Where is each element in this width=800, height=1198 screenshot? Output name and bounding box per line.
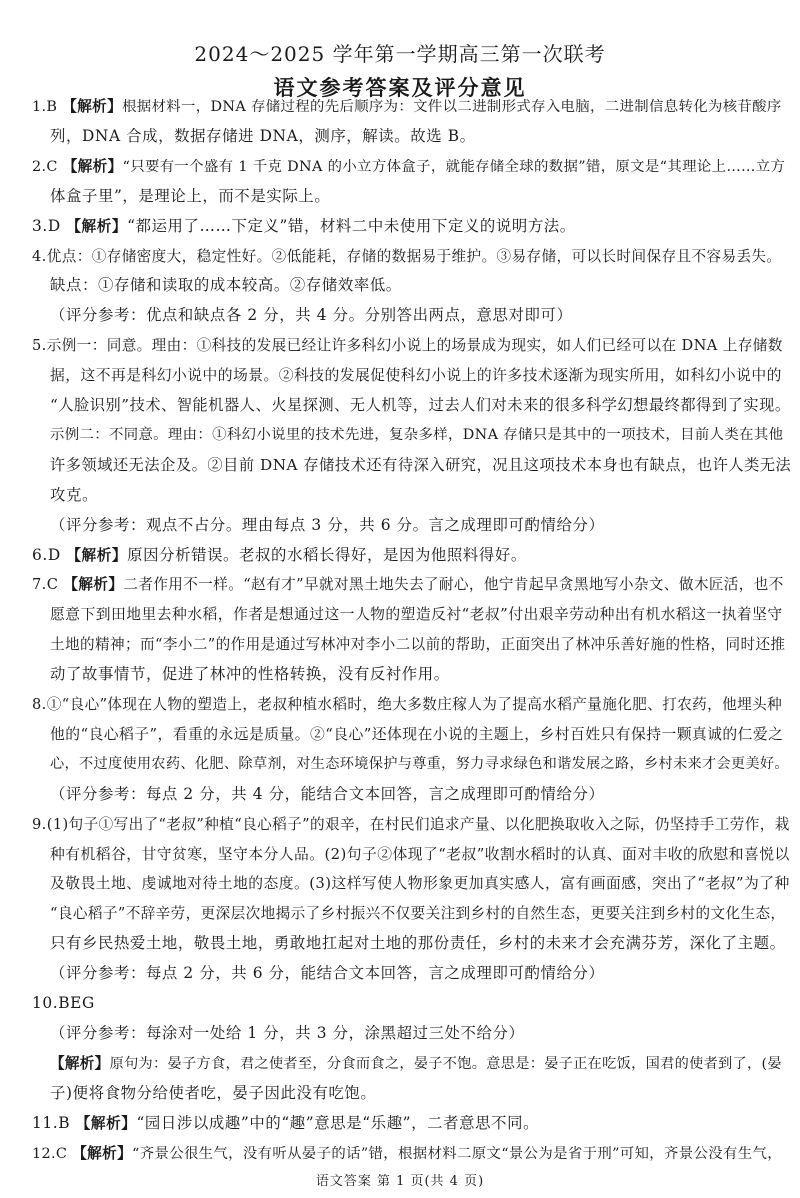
line-text: “良心稻子”不辞辛劳，更深层次地揭示了乡村振兴不仅要关注到乡村的自然生态，更要关注到乡村的文化生态，: [50, 905, 786, 923]
text-line: [50, 481, 792, 511]
text-line: [50, 929, 792, 959]
analysis-tag: 【解析】: [62, 157, 123, 175]
line-text: （评分参考：每点 2 分，共 6 分，能结合文本回答，言之成理即可酌情给分）: [50, 964, 605, 983]
line-text: 缺点：①存储和读取的成本较高。②存储效率低。: [50, 276, 402, 295]
text-line: [50, 391, 792, 421]
text-line: [50, 600, 792, 630]
analysis-tag: 【解析】: [63, 576, 124, 594]
text-line: [32, 541, 792, 571]
line-text: 2.C: [32, 158, 63, 175]
line-text: “齐景公很生气，没有听从晏子的话”错，根据材料二原文“景公为是省于刑”可知，齐景公没有生气，: [132, 1145, 782, 1162]
line-text: 11.B: [32, 1113, 76, 1132]
text-line: [50, 271, 792, 301]
text-line: [50, 840, 792, 870]
line-text: 动了故事情节，促进了林冲的性格转换，没有反衬作用。: [50, 665, 450, 684]
line-text: 10.BEG: [32, 994, 95, 1012]
text-line: [32, 1139, 792, 1170]
text-line: [50, 720, 792, 750]
line-text: 4.优点：①存储密度大，稳定性好。②低能耗，存储的数据易于维护。③易存储，可以长时间保存且不容易丢失。: [32, 247, 782, 265]
text-line: [32, 810, 792, 840]
line-text: 攻克。: [50, 485, 98, 504]
line-text: 二者作用不一样。“赵有才”早就对黑土地失去了耐心，他宁肯起早贪黑地写小杂文、做木匠活，也不: [123, 576, 784, 594]
text-line: [50, 899, 792, 929]
line-text: “园日涉以成趣”中的“趣”意思是“乐趣”，二者意思不同。: [136, 1113, 540, 1132]
analysis-tag: 【解析】: [66, 217, 128, 235]
text-line: [32, 1109, 792, 1139]
line-text: “人脸识别”技术、智能机器人、火星探测、无人机等，过去人们对未来的很多科学幻想最终都得到了实现。: [50, 396, 791, 414]
text-line: [50, 869, 792, 899]
line-text: 种有机稻谷，甘守贫寒，坚守本分人品。(2)句子②体现了“老叔”收割水稻时的认真、面对丰收的欣慰和喜悦以: [50, 845, 790, 863]
line-text: （评分参考：观点不占分。理由每点 3 分，共 6 分。言之成理即可酌情给分）: [50, 515, 605, 534]
text-line: [50, 750, 792, 780]
text-line: [50, 361, 792, 391]
text-line: [50, 1019, 792, 1049]
line-text: 6.D: [32, 545, 67, 564]
analysis-tag: 【解析】: [72, 1144, 133, 1162]
line-text: 体盒子里”，是理论上，而不是实际上。: [50, 186, 331, 205]
text-line: [50, 780, 792, 810]
page-footer: 语文答案 第 1 页(共 4 页): [315, 1174, 485, 1189]
line-text: 他的“良心稻子”，看重的永远是质量。②“良心”还体现在小说的主题上，乡村百姓只有保持一颗真诚的仁爱之: [50, 725, 784, 743]
line-text: 5.示例一：同意。理由：①科技的发展已经让许多科幻小说上的场景成为现实，如人们已经可以在 DNA 上存储数: [32, 337, 783, 355]
line-text: 9.(1)句子①写出了“老叔”种植“良心稻子”的艰辛，在村民们追求产量、以化肥换取收入之际，仍坚持手工劳作，栽: [32, 815, 790, 833]
line-text: 1.B: [32, 99, 63, 115]
line-text: 土地的精神；而“李小二”的作用是通过写林冲对李小二以前的帮助，正面突出了林冲乐善好施的性格，同时还推: [50, 636, 786, 654]
analysis-tag: 【解析】: [66, 546, 128, 564]
line-text: 7.C: [32, 576, 64, 594]
line-text: （评分参考：每点 2 分，共 4 分，能结合文本回答，言之成理即可酌情给分）: [50, 784, 605, 803]
line-text: 3.D: [32, 216, 67, 235]
line-text: 12.C: [32, 1145, 73, 1162]
text-line: [32, 242, 792, 272]
text-line: [50, 660, 792, 690]
line-text: 愿意下到田地里去种水稻，作者是想通过这一人物的塑造反衬“老叔”付出艰辛劳动种出有机水稻这一执着坚守: [50, 606, 783, 624]
text-line: [50, 959, 792, 989]
text-line: [32, 570, 792, 600]
line-text: 列，DNA 合成，数据存储进 DNA，测序，解读。故选 B。: [50, 126, 476, 145]
line-text: 心，不过度使用农药、化肥、除草剂，对生态环境保护与尊重，努力寻求绿色和谐发展之路，乡村未来才会更美好。: [50, 755, 789, 772]
analysis-tag: 【解析】: [62, 98, 123, 115]
text-line: [50, 421, 792, 451]
analysis-tag: 【解析】: [75, 1114, 137, 1132]
text-line: [32, 989, 792, 1019]
line-text: 及敬畏土地、虔诚地对待土地的态度。(3)这样写使人物形象更加真实感人，富有画面感，突出了“老叔”为了种: [50, 875, 790, 893]
line-text: 原句为：晏子方食，君之使者至，分食而食之，晏子不饱。意思是：晏子正在吃饭，国君的使者到了，(晏: [109, 1055, 782, 1072]
line-text: 根据材料一，DNA 存储过程的先后顺序为：文件以二进制形式存入电脑，二进制信息转化为核苷酸序: [122, 99, 782, 115]
text-line: [50, 1079, 792, 1109]
line-text: 只有乡民热爱土地，敬畏土地，勇敢地扛起对土地的那份责任，乡村的未来才会充满芬芳，深化了主题。: [50, 934, 786, 953]
line-text: （评分参考：每涂对一处给 1 分，共 3 分，涂黑超过三处不给分）: [50, 1023, 525, 1042]
text-line: [50, 630, 792, 660]
text-line: [50, 451, 792, 481]
line-text: （评分参考：优点和缺点各 2 分，共 4 分。分别答出两点，意思对即可）: [50, 306, 573, 325]
text-line: [32, 92, 792, 123]
line-text: 8.①“良心”体现在人物的塑造上，老叔种植水稻时，绝大多数庄稼人为了提高水稻产量施化肥、打农药，他埋头种: [32, 696, 783, 713]
line-text: 子)便将食物分给使者吃，晏子因此没有吃饱。: [50, 1083, 377, 1102]
text-line: [32, 690, 792, 720]
subject-title: 语文参考答案及评分意见: [273, 75, 527, 100]
line-text: 据，这不再是科幻小说中的场景。②科技的发展促使科幻小说上的许多技术逐渐为现实所用，如科幻小说中的: [50, 367, 782, 385]
text-line: [32, 212, 792, 242]
line-text: 许多领域还无法企及。②目前 DNA 存储技术还有待深入研究，况且这项技术本身也有缺点，也许人类无法: [50, 455, 792, 474]
text-line: [32, 152, 792, 183]
text-line: [50, 182, 792, 212]
text-line: [50, 122, 792, 152]
text-line: [50, 301, 792, 331]
text-line: [50, 511, 792, 541]
line-text: 示例二：不同意。理由：①科幻小说里的技术先进，复杂多样，DNA 存储只是其中的一项技术，目前人类在其他: [50, 426, 784, 443]
exam-title: 2024～2025 学年第一学期高三第一次联考: [194, 42, 606, 66]
line-text: “都运用了……下定义”错，材料二中未使用下定义的说明方法。: [127, 216, 576, 235]
text-line: [32, 331, 792, 361]
text-line: [50, 1049, 792, 1080]
analysis-tag: 【解析】: [50, 1054, 110, 1072]
line-text: “只要有一个盛有 1 千克 DNA 的小立方体盒子，就能存储全球的数据”错，原文是“其理论上……立方: [122, 158, 786, 175]
line-text: 原因分析错误。老叔的水稻长得好，是因为他照料得好。: [127, 545, 527, 564]
